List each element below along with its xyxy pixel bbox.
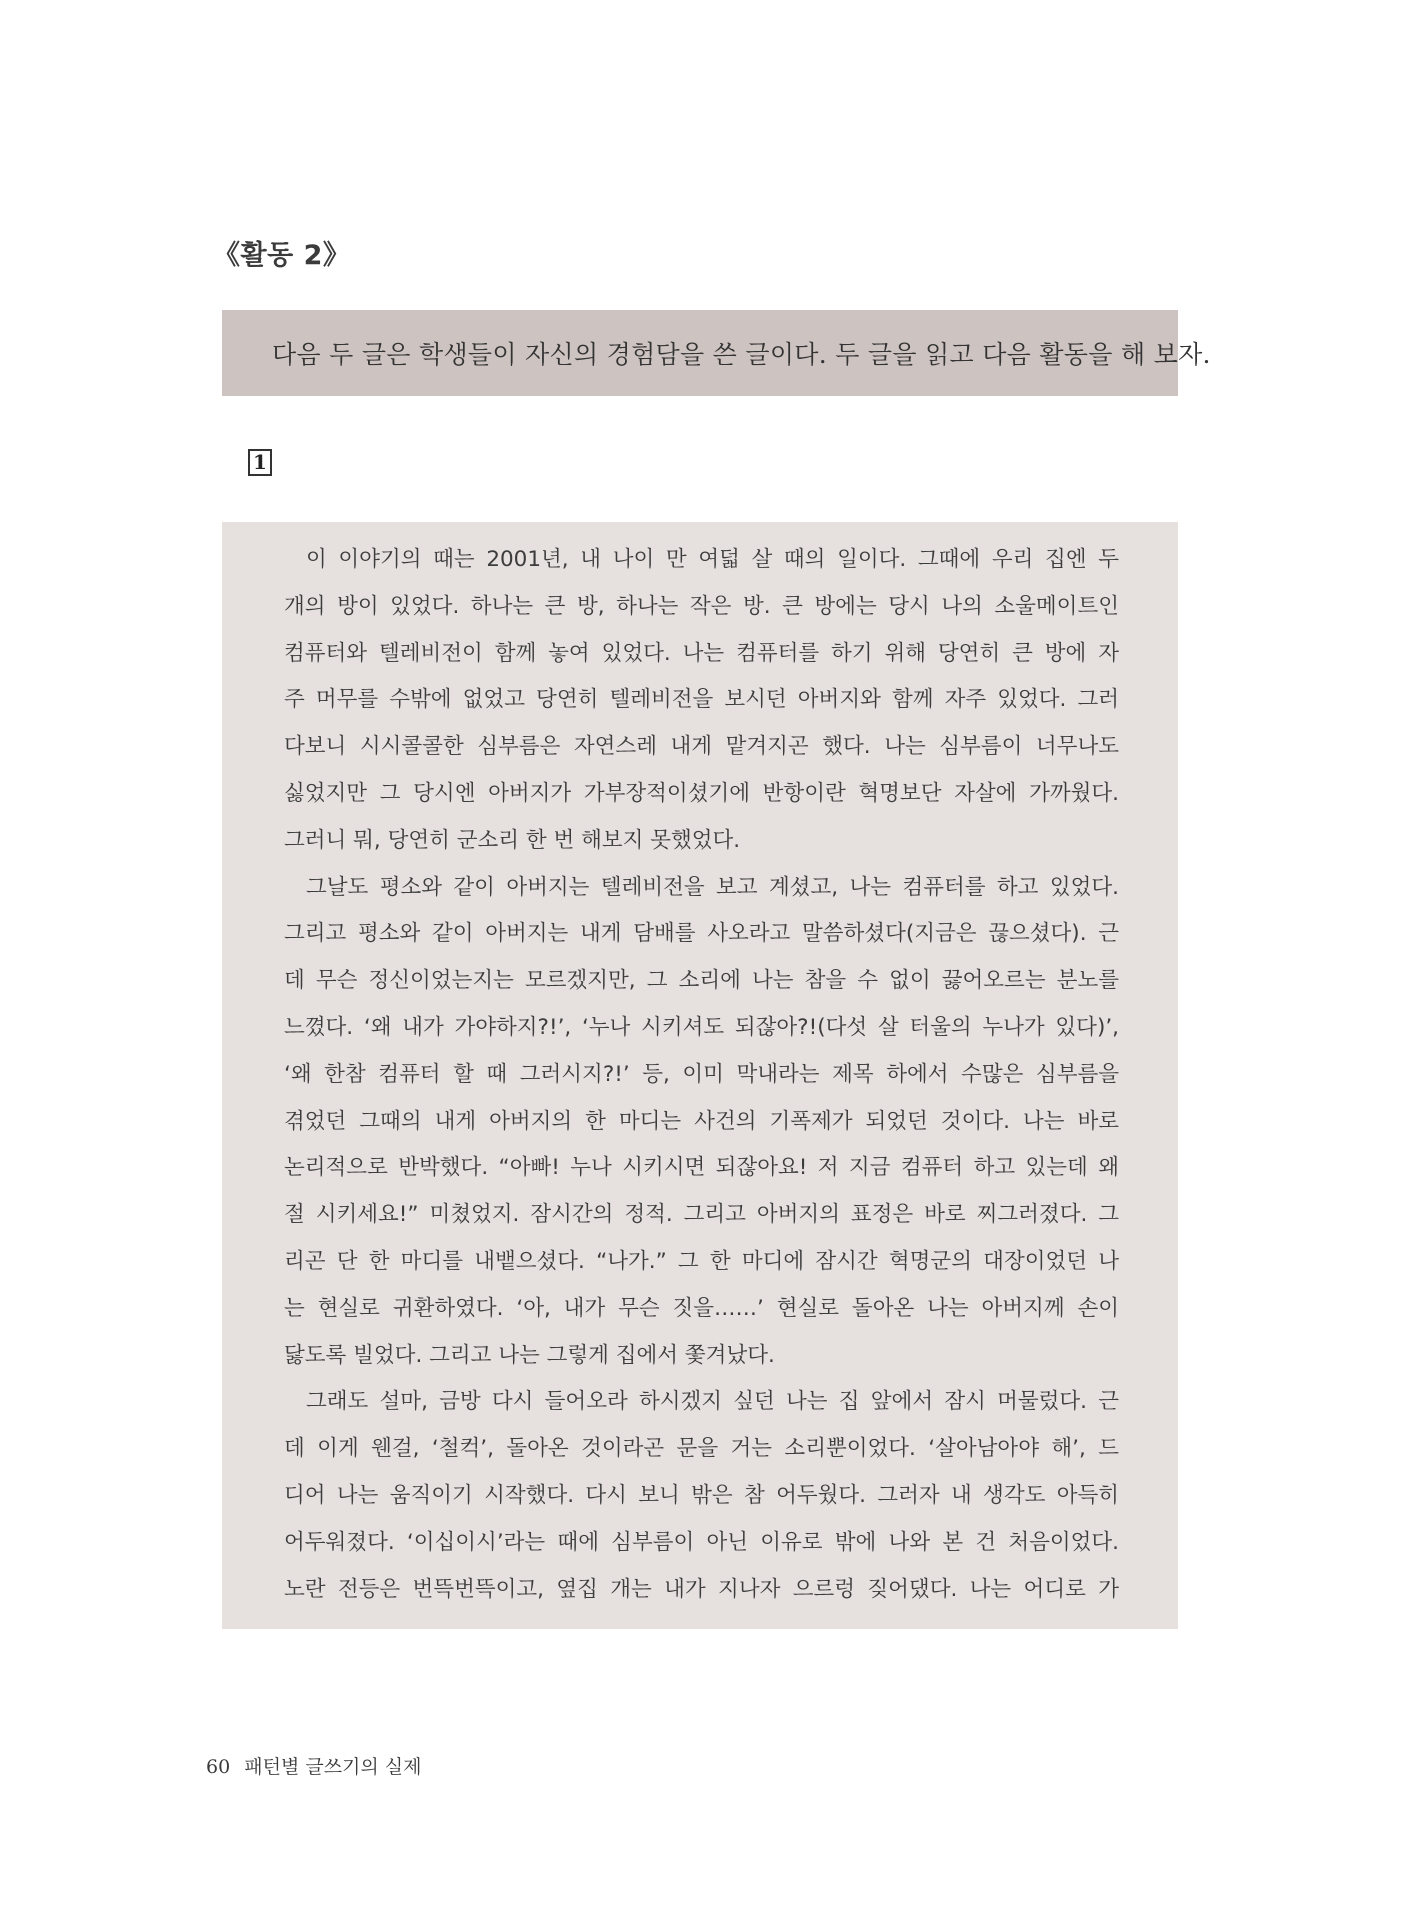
passage-line: 닳도록 빌었다. 그리고 나는 그렇게 집에서 쫓겨났다.: [284, 1342, 775, 1368]
passage-line: 이 이야기의 때는 2001년, 내 나이 만 여덟 살 때의 일이다. 그때에 우리 집엔 두: [306, 547, 1119, 572]
passage-line: 절 시키세요!” 미쳤었지. 잠시간의 정적. 그리고 아버지의 표정은 바로 찌그러졌다. 그: [284, 1202, 1119, 1228]
page-footer: [206, 1752, 422, 1779]
passage-line: 데 이게 웬걸, ‘철컥’, 돌아온 것이라곤 문을 거는 소리뿐이었다. ‘살아남아야 해’, 드: [284, 1436, 1119, 1462]
passage-line: 는 현실로 귀환하였다. ‘아, 내가 무슨 짓을……’ 현실로 돌아온 나는 아버지께 손이: [284, 1295, 1119, 1321]
passage-line: 어두워졌다. ‘이십이시’라는 때에 심부름이 아닌 이유로 밖에 나와 본 건 처음이었다.: [284, 1529, 1119, 1555]
passage-line: 디어 나는 움직이기 시작했다. 다시 보니 밖은 참 어두웠다. 그러자 내 생각도 아득히: [284, 1482, 1119, 1508]
page-number: 60: [206, 1756, 231, 1778]
instruction-text: 다음 두 글은 학생들이 자신의 경험담을 쓴 글이다. 두 글을 읽고 다음 활동을 해 보자.: [272, 340, 1211, 369]
passage-line: 느꼈다. ‘왜 내가 가야하지?!’, ‘누나 시키셔도 되잖아?!(다섯 살 터울의 누나가 있다)’,: [284, 1014, 1119, 1040]
passage-line: 싫었지만 그 당시엔 아버지가 가부장적이셨기에 반항이란 혁명보단 자살에 가까웠다.: [284, 780, 1119, 806]
passage-line: 컴퓨터와 텔레비전이 함께 놓여 있었다. 나는 컴퓨터를 하기 위해 당연히 큰 방에 자: [284, 640, 1119, 666]
passage-line: 그래도 설마, 금방 다시 들어오라 하시겠지 싶던 나는 집 앞에서 잠시 머물렀다. 근: [306, 1389, 1119, 1415]
passage-box: [222, 522, 1178, 1629]
passage-line: 주 머무를 수밖에 없었고 당연히 텔레비전을 보시던 아버지와 함께 자주 있었다. 그러: [284, 687, 1119, 713]
passage-line: 겪었던 그때의 내게 아버지의 한 마디는 사건의 기폭제가 되었던 것이다. 나는 바로: [284, 1108, 1119, 1134]
book-title: 패턴별 글쓰기의 실제: [244, 1756, 422, 1778]
passage-line: 논리적으로 반박했다. “아빠! 누나 시키시면 되잖아요! 저 지금 컴퓨터 하고 있는데 왜: [284, 1155, 1119, 1181]
passage-line: ‘왜 한참 컴퓨터 할 때 그러시지?!’ 등, 이미 막내라는 제목 하에서 수많은 심부름을: [284, 1061, 1119, 1087]
passage-line: 노란 전등은 번뜩번뜩이고, 옆집 개는 내가 지나자 으르렁 짖어댔다. 나는 어디로 가: [284, 1576, 1119, 1602]
passage-line: 데 무슨 정신이었는지는 모르겠지만, 그 소리에 나는 참을 수 없이 끓어오르는 분노를: [284, 968, 1119, 994]
section-number: 1: [248, 449, 272, 476]
passage-line: 개의 방이 있었다. 하나는 큰 방, 하나는 작은 방. 큰 방에는 당시 나의 소울메이트인: [284, 593, 1119, 619]
passage-line: 그리고 평소와 같이 아버지는 내게 담배를 사오라고 말씀하셨다(지금은 끊으셨다). 근: [284, 921, 1119, 947]
activity-heading: 《활동 2》: [213, 240, 351, 271]
instruction-box: [222, 310, 1211, 396]
passage-line: 그날도 평소와 같이 아버지는 텔레비전을 보고 계셨고, 나는 컴퓨터를 하고 있었다.: [306, 874, 1119, 900]
passage-line: 다보니 시시콜콜한 심부름은 자연스레 내게 맡겨지곤 했다. 나는 심부름이 너무나도: [284, 734, 1119, 760]
passage-line: 리곤 단 한 마디를 내뱉으셨다. “나가.” 그 한 마디에 잠시간 혁명군의 대장이었던 나: [284, 1248, 1119, 1274]
passage-line: 그러니 뭐, 당연히 군소리 한 번 해보지 못했었다.: [284, 827, 741, 853]
